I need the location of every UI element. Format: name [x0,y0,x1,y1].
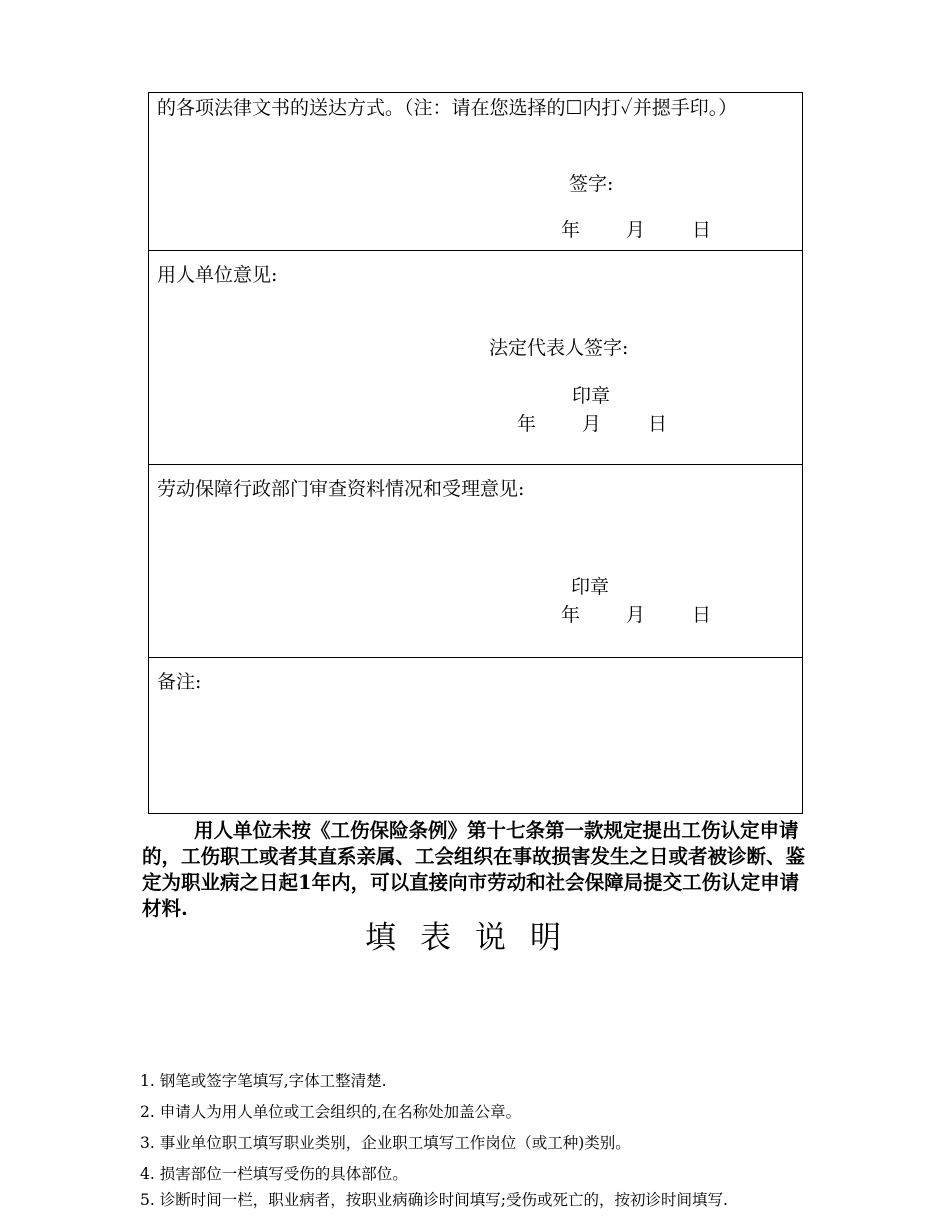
remarks-label: 备注: [157,671,202,693]
notice-paragraph [142,818,814,922]
remarks-row [149,658,803,814]
signature-label: 签字: [569,173,614,195]
employer-opinion-label: 用人单位意见: [157,264,278,286]
instruction-item: 3. 事业单位职工填写职业类别，企业职工填写工作岗位（或工种)类别。 [140,1134,631,1152]
seal-label: 印章 [572,385,611,407]
seal-label: 印章 [571,576,610,598]
date-day: 日 [692,219,712,241]
instruction-item: 4. 损害部位一栏填写受伤的具体部位。 [140,1165,408,1183]
date-month: 月 [626,219,646,241]
labor-dept-opinion-label: 劳动保障行政部门审查资料情况和受理意见: [157,478,525,500]
date-month: 月 [582,413,602,435]
instruction-item: 2. 申请人为用人单位或工会组织的,在名称处加盖公章。 [140,1103,522,1121]
date-year: 年 [561,604,581,626]
notice-text: 用人单位未按《工伤保险条例》第十七条第一款规定提出工伤认定申请的，工伤职工或者其直系亲属、工会组织在事故损害发生之日或者被诊断、鉴定为职业病之日起1年内，可以直接向市劳动和社会保障局提交工伤认定申请材料. [142,819,806,920]
labor-dept-opinion-row [149,465,803,658]
instructions-title: 填表说明 [365,920,585,956]
instruction-item: 5. 诊断时间一栏，职业病者，按职业病确诊时间填写;受伤或死亡的，按初诊时间填写. [140,1191,728,1209]
instruction-item: 1. 钢笔或签字笔填写,字体工整清楚. [140,1072,387,1090]
delivery-method-text: 的各项法律文书的送达方式。（注：请在您选择的☐内打✓并摁手印。） [157,97,738,119]
delivery-method-row [149,93,803,251]
application-form-table [148,92,803,814]
legal-rep-signature-label: 法定代表人签字: [489,337,629,359]
date-year: 年 [561,219,581,241]
date-day: 日 [692,604,712,626]
employer-opinion-row [149,251,803,465]
date-year: 年 [517,413,537,435]
date-day: 日 [648,413,668,435]
date-month: 月 [626,604,646,626]
